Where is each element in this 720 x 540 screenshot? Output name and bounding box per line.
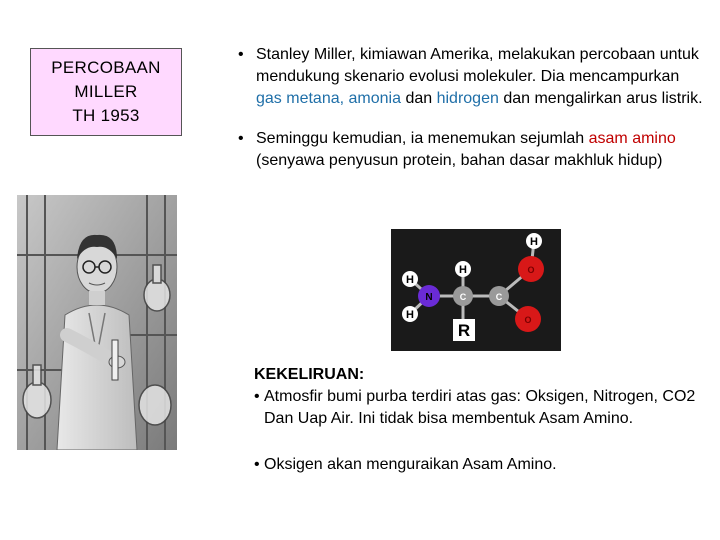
- bullet-dot: •: [254, 388, 260, 405]
- atom-h-icon: [455, 261, 471, 277]
- amino-acid-diagram: [391, 229, 561, 351]
- atom-o-icon: [515, 306, 541, 332]
- atom-o-icon: [518, 256, 544, 282]
- svg-text:H: H: [406, 309, 414, 321]
- term-asam-amino: asam amino: [588, 130, 676, 147]
- scientist-lab-photo: [17, 195, 177, 450]
- kekeliruan-item: [254, 454, 704, 476]
- term-gas-metana: gas metana,: [256, 90, 345, 107]
- bullet-miller-experiment: [238, 44, 708, 110]
- kekeliruan-item2-text: Oksigen akan menguraikan Asam Amino.: [264, 456, 557, 473]
- bullet-dot: •: [238, 46, 244, 63]
- bullet-result: [238, 128, 708, 172]
- atom-n-icon: [418, 285, 440, 307]
- svg-text:O: O: [527, 265, 535, 275]
- title-box: [30, 48, 182, 136]
- title-line-2: MILLER: [74, 82, 138, 101]
- title-line-3: TH 1953: [72, 106, 140, 125]
- atom-h-icon: [402, 306, 418, 322]
- bullet1-text: Stanley Miller, kimiawan Amerika, melakukan percobaan untuk mendukung skenario evolusi molekuler. Dia mencampurkan: [256, 46, 699, 85]
- kekeliruan-section: [254, 364, 704, 476]
- bullet-dot: •: [238, 130, 244, 147]
- svg-text:H: H: [406, 274, 414, 286]
- bullet1-end: dan mengalirkan arus listrik.: [498, 90, 703, 107]
- bullet-dot: •: [254, 456, 260, 473]
- svg-text:N: N: [425, 292, 433, 303]
- atom-h-icon: [402, 271, 418, 287]
- svg-text:H: H: [459, 264, 467, 276]
- svg-text:H: H: [530, 236, 538, 248]
- title-line-1: PERCOBAAN: [51, 58, 161, 77]
- r-group-label: [453, 319, 475, 341]
- svg-text:R: R: [457, 321, 471, 340]
- bullet1-and: dan: [401, 90, 437, 107]
- bullet2-text: Seminggu kemudian, ia menemukan sejumlah: [256, 130, 589, 147]
- atom-c-icon: [453, 286, 473, 306]
- svg-text:C: C: [495, 292, 503, 302]
- atom-c-icon: [489, 286, 509, 306]
- atom-h-icon: [526, 233, 542, 249]
- svg-text:C: C: [459, 292, 467, 302]
- kekeliruan-heading: KEKELIRUAN:: [254, 366, 365, 383]
- kekeliruan-item: [254, 386, 704, 430]
- term-amonia: amonia: [348, 90, 401, 107]
- kekeliruan-item1-text: Atmosfir bumi purba terdiri atas gas: Oksigen, Nitrogen, CO2 Dan Uap Air. Ini tidak bisa membentuk Asam Amino.: [264, 388, 696, 427]
- bullet2-end: (senyawa penyusun protein, bahan dasar makhluk hidup): [256, 152, 663, 169]
- term-hidrogen: hidrogen: [436, 90, 499, 107]
- main-bullets: [238, 44, 708, 190]
- svg-text:O: O: [524, 315, 532, 325]
